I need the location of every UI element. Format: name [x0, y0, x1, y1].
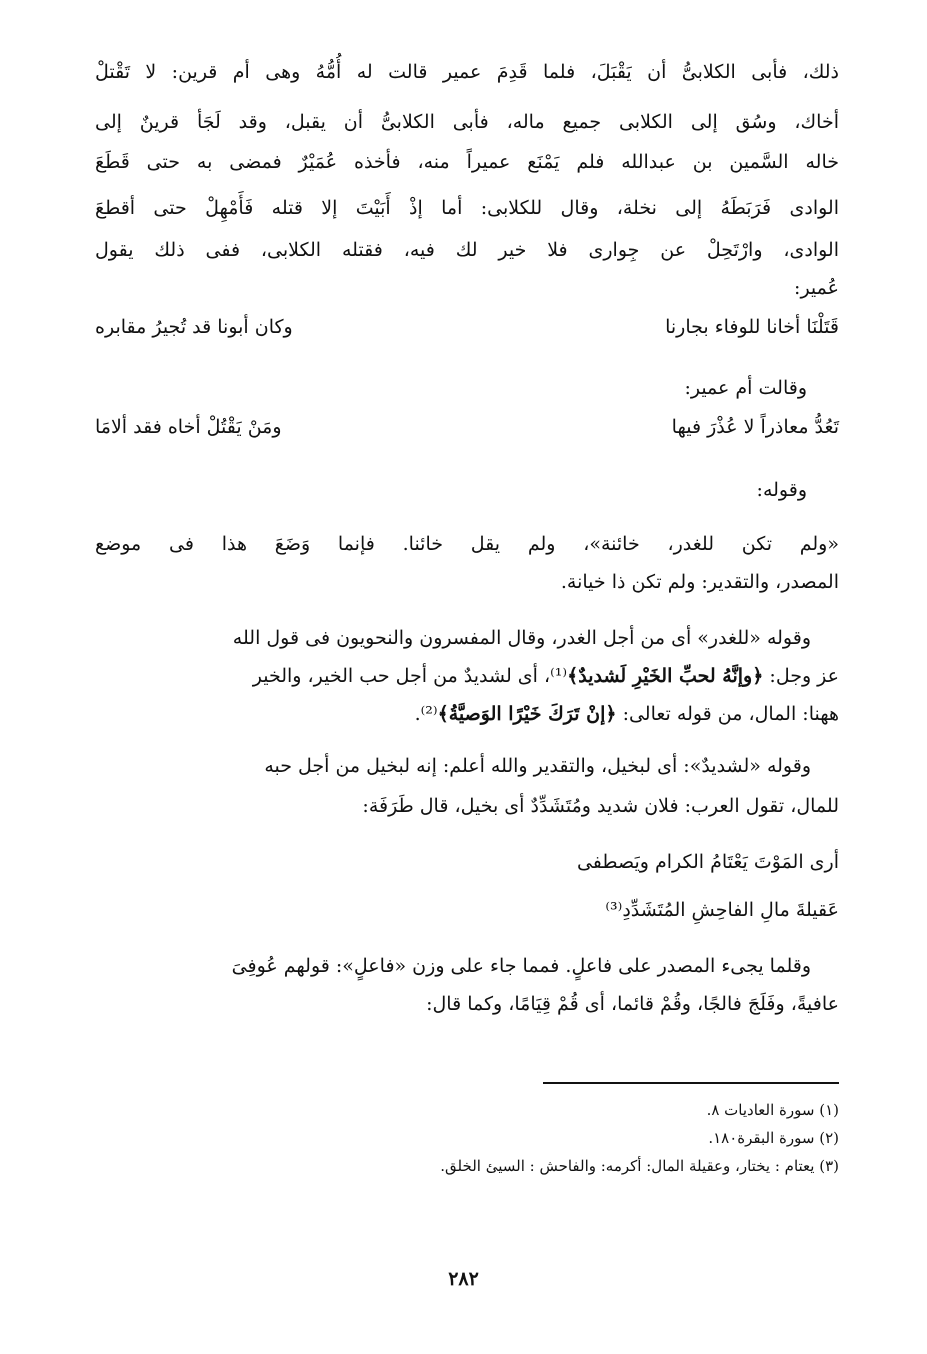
para4-line-1: وقلما يجىء المصدر على فاعلٍ. فمما جاء على وزن «فاعلٍ»: قولهم عُوفِىَ — [231, 955, 811, 977]
body-line-2: أخاك، وسُق إلى الكلابى جميع ماله، فأبى الكلابىُّ أن يقبل، وقد لَجَأ قرينٌ إلى — [95, 111, 839, 133]
para2-line-1: وقوله «للغدر» أى من أجل الغدر، وقال المفسرون والنحويون فى قول الله — [232, 627, 811, 649]
body-line-5: الوادى، وارْتَحِلْ عن جِوارى فلا خير لك فيه، فقتله الكلابى، ففى ذلك يقول — [95, 239, 839, 261]
quran-verse-adiyat: ﴿وإنَّهُ لحبِّ الخَيْرِ لَشديدٌ﴾ — [567, 665, 764, 687]
footnote-1: (١) سورة العاديات ٨. — [706, 1101, 839, 1119]
para2-line-2-text-b: ⁽¹⁾، أى لشديدٌ من أجل حب الخير، والخير — [252, 665, 568, 687]
para2-line-3 — [95, 702, 839, 726]
footnote-2: (٢) سورة البقرة١٨٠. — [708, 1129, 839, 1147]
para2-line-2-text-a: عز وجل: — [763, 665, 839, 687]
intro-qawluhu: وقوله: — [756, 479, 807, 501]
verse-1-second-hemistich: وكان أبونا قد تُجيرُ مقابره — [95, 316, 293, 338]
body-line-3: خاله السَّمين بن عبدالله فلم يَمْنَع عميراً منه، فأخذه عُمَيْرٌ فمضى به حتى قَطَعَ — [95, 151, 839, 173]
para1-line-2: المصدر، والتقدير: ولم تكن ذا خيانة. — [560, 571, 839, 593]
verse-2-first-hemistich: تَعُدُّ معاذراً لا عُذْرَ فيها — [671, 416, 839, 438]
para2-line-2 — [95, 664, 839, 688]
intro-mother: وقالت أم عمير: — [684, 377, 807, 399]
verse-3-second-hemistich: عَقيلةَ مالِ الفاحِشِ المُتَشَدِّدِ⁽³⁾ — [605, 899, 839, 921]
verse-1-first-hemistich: قَتَلْنَا أخانا للوفاء بجارنا — [665, 316, 839, 338]
page-number: ٢٨٢ — [448, 1268, 479, 1290]
para1-line-1: «ولم تكن للغدر، خائنة»، ولم يقل خائنا. فإنما وَضَعَ هذا فى موضع — [95, 533, 839, 555]
body-line-6: عُمير: — [794, 277, 839, 299]
quran-verse-baqara: ﴿إنْ تَرَكَ خَيْرًا الوَصيَّةُ﴾ — [437, 703, 617, 725]
body-line-1: ذلك، فأبى الكلابىُّ أن يَقْبَلَ، فلما قَدِمَ عمير قالت له أُمُّهُ وهى أم قرين: لا تَقْتلْ — [95, 61, 839, 83]
verse-2 — [95, 412, 839, 442]
para3-line-2: للمال، تقول العرب: فلان شديد ومُتَشَدِّدٌ أى بخيل، قال طَرَفَة: — [362, 795, 839, 817]
para4-line-2: عافيةً، وفَلَجَ فالجًا، وقُمْ قائما، أى قُمْ قِيَامًا، وكما قال: — [426, 993, 839, 1015]
para3-line-1: وقوله «لشديدٌ»: أى لبخيل، والتقدير والله أعلم: إنه لبخيل من أجل حبه — [264, 755, 811, 777]
verse-1 — [95, 312, 839, 342]
verse-3-first-hemistich: أرى المَوْتَ يَعْتَامُ الكرام ويَصطفى — [576, 851, 839, 873]
body-line-4: الوادى فَرَبَطَهُ إلى نخلة، وقال للكلابى: أما إذْ أَبَيْتَ إلا قتله فَأَمْهِلْ حتى أقطعَ — [95, 197, 839, 219]
verse-2-second-hemistich: ومَنْ يَقْتُلْ أخاه فقد ألامَا — [95, 416, 282, 438]
para2-line-3-text-a: ههنا: المال، من قوله تعالى: — [616, 703, 839, 725]
footnote-3: (٣) يعتام : يختار، وعقيلة المال: أكرمه: والفاحش : السيئ الخلق. — [440, 1157, 839, 1175]
footnote-separator — [543, 1082, 839, 1084]
para2-line-3-text-b: ⁽²⁾. — [414, 703, 438, 725]
